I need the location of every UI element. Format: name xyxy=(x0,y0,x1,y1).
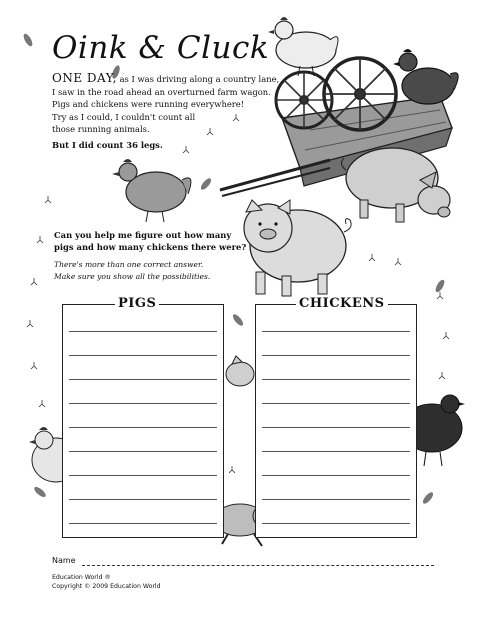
name-input-line[interactable] xyxy=(82,565,434,566)
dark-chicken-illustration xyxy=(393,49,458,104)
chickens-box-title: CHICKENS xyxy=(296,296,388,311)
answer-line xyxy=(262,451,410,452)
story-text xyxy=(52,72,302,152)
gray-chicken-illustration-left xyxy=(112,159,191,222)
worksheet-title: Oink & Cluck xyxy=(52,30,270,66)
copyright-credit: Copyright © 2009 Education World xyxy=(52,583,161,590)
story-line-5: those running animals. xyxy=(52,124,150,135)
story-lead: ONE DAY, xyxy=(52,71,117,85)
pigs-box-title: PIGS xyxy=(115,296,159,311)
answer-line xyxy=(69,475,217,476)
question-text xyxy=(54,229,274,253)
story-line-1 xyxy=(52,72,302,86)
chickens-answer-box[interactable] xyxy=(255,296,417,538)
answer-line xyxy=(262,379,410,380)
answer-line xyxy=(69,355,217,356)
story-line-2: I saw in the road ahead an overturned farm wagon. xyxy=(52,86,271,97)
hint-line-2: Make sure you show all the possibilities. xyxy=(54,272,211,281)
answer-line xyxy=(69,499,217,500)
hint-line-1: There's more than one correct answer. xyxy=(54,260,204,269)
answer-line xyxy=(69,451,217,452)
answer-line xyxy=(69,403,217,404)
story-line-6: But I did count 36 legs. xyxy=(52,139,163,150)
answer-line xyxy=(262,403,410,404)
answer-line xyxy=(262,355,410,356)
answer-line xyxy=(69,379,217,380)
answer-line xyxy=(262,523,410,524)
publisher-credit: Education World ® xyxy=(52,574,111,581)
hint-text xyxy=(54,259,274,283)
white-chicken-illustration xyxy=(268,17,338,76)
answer-line xyxy=(262,475,410,476)
answer-line xyxy=(262,427,410,428)
answer-line xyxy=(262,499,410,500)
answer-line xyxy=(262,331,410,332)
question-line-2: pigs and how many chickens there were? xyxy=(54,242,247,252)
name-label: Name xyxy=(52,556,76,565)
question-line-1: Can you help me figure out how many xyxy=(54,230,232,240)
story-line-3: Pigs and chickens were running everywhere! xyxy=(52,99,245,110)
story-line-1-rest: as I was driving along a country lane, xyxy=(116,74,280,84)
answer-line xyxy=(69,331,217,332)
answer-line xyxy=(69,523,217,524)
pigs-answer-box[interactable] xyxy=(62,296,224,538)
answer-line xyxy=(69,427,217,428)
story-line-4: Try as I could, I couldn't count all xyxy=(52,111,196,122)
small-pig-illustration xyxy=(226,356,254,386)
pig-illustration-right xyxy=(341,148,450,222)
